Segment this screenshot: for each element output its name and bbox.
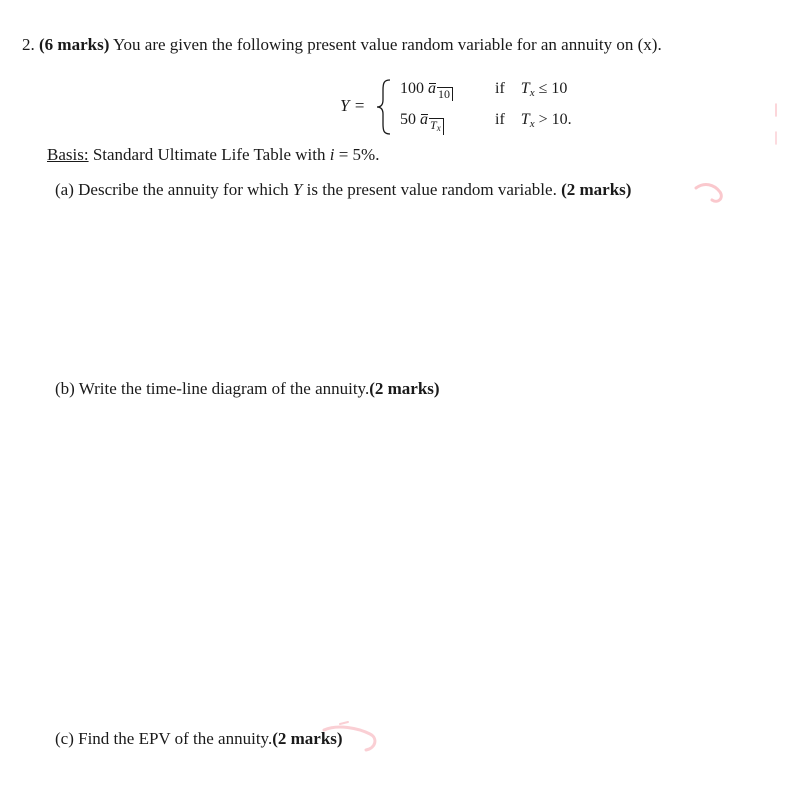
basis-text: Standard Ultimate Life Table with [92, 145, 326, 164]
annotation-mark-edge [770, 100, 782, 150]
piecewise-formula [340, 78, 600, 138]
part-a-var: Y [292, 180, 303, 199]
part-a-text: Describe the annuity for which [78, 180, 289, 199]
case-2-expression: 50 a $T_x$ [400, 111, 444, 135]
interest-variable: i [329, 145, 335, 164]
part-a-text-end: is the present value random variable. [306, 180, 557, 199]
question-number: 2. [22, 35, 35, 54]
part-c-marks: (2 marks) [272, 729, 343, 748]
part-b-marks: (2 marks) [369, 379, 440, 398]
part-b [55, 379, 440, 399]
case-1-expression: 100 a 10 [400, 80, 453, 101]
part-a-label: (a) [55, 180, 74, 199]
part-c-label: (c) [55, 729, 74, 748]
part-c-text: Find the EPV of the annuity. [78, 729, 273, 748]
basis-line [47, 145, 379, 165]
case-1-condition: if $T_x \le 10$ [495, 80, 568, 99]
basis-label: Basis: [47, 145, 89, 164]
question-header [22, 35, 662, 55]
basis-rate: = 5%. [338, 145, 380, 164]
question-marks: (6 marks) [39, 35, 110, 54]
annotation-mark-a [690, 176, 740, 211]
formula-lhs: Y = [340, 96, 366, 115]
left-brace-icon [374, 78, 394, 136]
part-b-label: (b) [55, 379, 75, 398]
question-intro: You are given the following present value random variable for an annuity on (x). [112, 35, 662, 54]
part-b-text: Write the time-line diagram of the annuity. [78, 379, 370, 398]
part-c [55, 729, 343, 749]
annuity-angle-tx: $T_x$ [429, 118, 444, 135]
annuity-angle-10: 10 [437, 87, 453, 101]
part-a-marks: (2 marks) [561, 180, 632, 199]
part-a [55, 180, 631, 200]
case-2-condition: if $T_x > 10$. [495, 111, 572, 130]
